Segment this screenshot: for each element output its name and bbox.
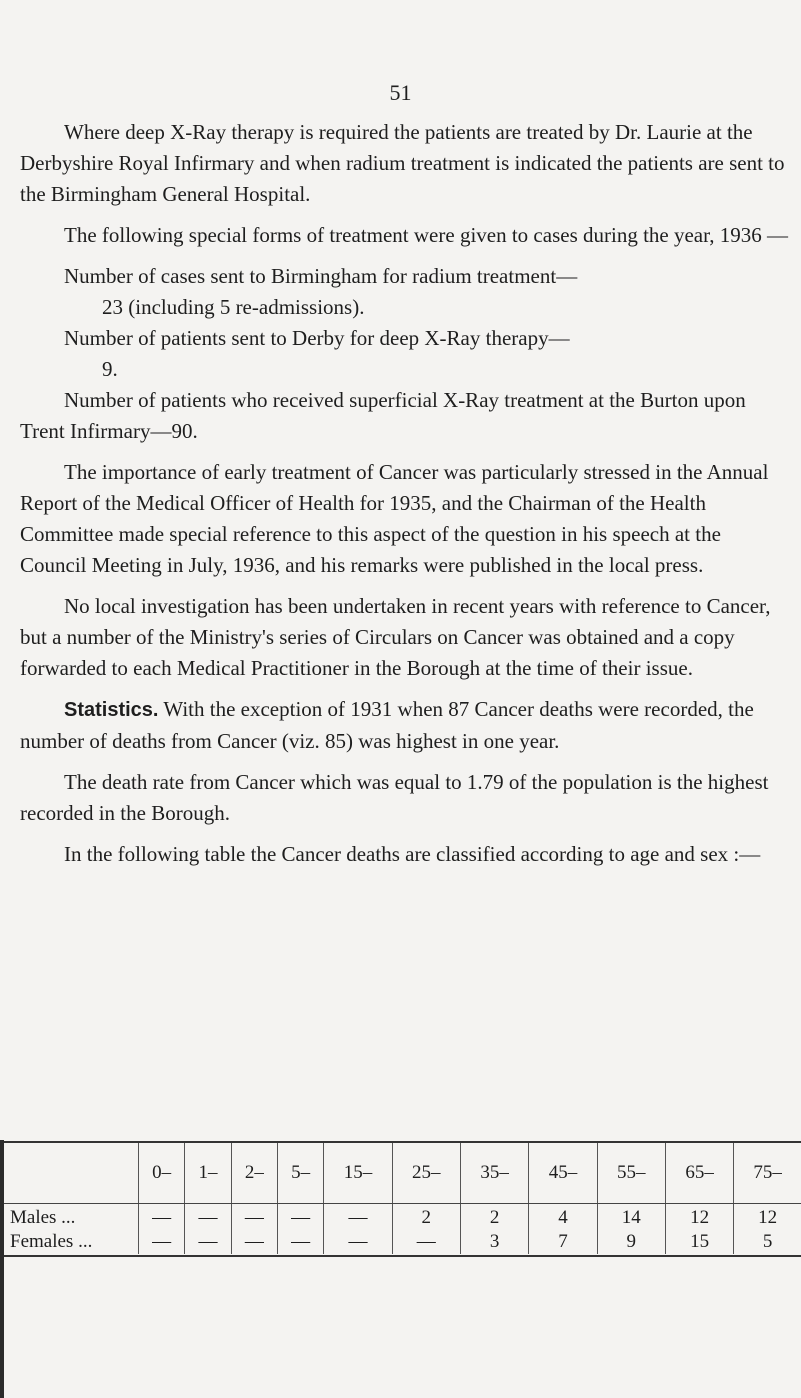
row-label: Males ... xyxy=(10,1207,76,1228)
item-superficial-xray: Number of patients who received superficial X-Ray treatment at the Burton upon Trent Infirmary—90. xyxy=(20,388,746,443)
table-cell: — xyxy=(139,1204,185,1231)
paragraph-statistics xyxy=(20,694,792,757)
statistics-heading: Statistics. xyxy=(64,699,159,721)
page-edge-bar xyxy=(0,1140,4,1398)
statistics-text: With the exception of 1931 when 87 Cancer deaths were recorded, the number of deaths from Cancer (viz. 85) was highest in one year. xyxy=(20,697,754,753)
paragraph-treatment-locations: Where deep X-Ray therapy is required the patients are treated by Dr. Laurie at the Derbyshire Royal Infirmary and when radium treatment is indicated the patients are sent to the Birmingham General Hospital. xyxy=(20,120,785,206)
table-header-cell: 0– xyxy=(139,1143,185,1204)
table-cell: 5 xyxy=(734,1230,801,1254)
cancer-deaths-table xyxy=(4,1143,801,1254)
page-number: 51 xyxy=(389,80,412,105)
table-header-corner xyxy=(4,1143,139,1204)
table-header-cell: 35– xyxy=(460,1143,528,1204)
item-xray-label: Number of patients sent to Derby for deep X-Ray therapy— xyxy=(64,326,570,350)
table-cell: 7 xyxy=(529,1230,597,1254)
paragraph-table-intro: In the following table the Cancer deaths are classified according to age and sex :— xyxy=(64,842,761,866)
table-cell: 2 xyxy=(460,1204,528,1231)
table-cell: — xyxy=(324,1230,392,1254)
table-cell: 4 xyxy=(529,1204,597,1231)
table-header-row xyxy=(4,1143,801,1204)
table-cell: — xyxy=(185,1230,231,1254)
table-cell: 9 xyxy=(597,1230,665,1254)
table-cell: 14 xyxy=(597,1204,665,1231)
body-text-upper xyxy=(20,117,792,870)
table-header-cell: 65– xyxy=(665,1143,733,1204)
table-cell: 3 xyxy=(460,1230,528,1254)
table-header-cell: 1– xyxy=(185,1143,231,1204)
paragraph-special-forms: The following special forms of treatment were given to cases during the year, 1936 — xyxy=(64,223,789,247)
table-header-cell: 25– xyxy=(392,1143,460,1204)
row-label: Females ... xyxy=(10,1231,93,1252)
table-cell: 12 xyxy=(734,1204,801,1231)
table-cell: 15 xyxy=(665,1230,733,1254)
table-header-cell: 15– xyxy=(324,1143,392,1204)
table-row-females xyxy=(4,1230,801,1254)
table-header-cell: 45– xyxy=(529,1143,597,1204)
table-row-males xyxy=(4,1204,801,1231)
item-radium-label: Number of cases sent to Birmingham for radium treatment— xyxy=(64,264,578,288)
table-cell: 2 xyxy=(392,1204,460,1231)
table-header-cell: 5– xyxy=(277,1143,323,1204)
table-cell: — xyxy=(139,1230,185,1254)
table-cell: — xyxy=(185,1204,231,1231)
table-cell: — xyxy=(231,1230,277,1254)
paragraph-local-investigation: No local investigation has been undertaken in recent years with reference to Cancer, but a number of the Ministry's series of Circulars on Cancer was obtained and a copy forwarded to each Medical Practitioner in the Borough at the time of their issue. xyxy=(20,594,771,680)
paragraph-early-treatment: The importance of early treatment of Cancer was particularly stressed in the Annual Report of the Medical Officer of Health for 1935, and the Chairman of the Health Committee made special reference to this aspect of the question in his speech at the Council Meeting in July, 1936, and his remarks were published in the local press. xyxy=(20,460,769,577)
item-radium-value: 23 (including 5 re-admissions). xyxy=(102,295,365,319)
paragraph-death-rate: The death rate from Cancer which was equal to 1.79 of the population is the highest recorded in the Borough. xyxy=(20,770,769,825)
table-bottom-rule xyxy=(4,1255,801,1257)
table-header-cell: 75– xyxy=(734,1143,801,1204)
table-cell: — xyxy=(277,1230,323,1254)
table-cell: — xyxy=(392,1230,460,1254)
table-header-cell: 55– xyxy=(597,1143,665,1204)
table-cell: — xyxy=(231,1204,277,1231)
table-cell: — xyxy=(324,1204,392,1231)
table-cell: — xyxy=(277,1204,323,1231)
item-xray-value: 9. xyxy=(102,357,118,381)
table-header-cell: 2– xyxy=(231,1143,277,1204)
table-cell: 12 xyxy=(665,1204,733,1231)
